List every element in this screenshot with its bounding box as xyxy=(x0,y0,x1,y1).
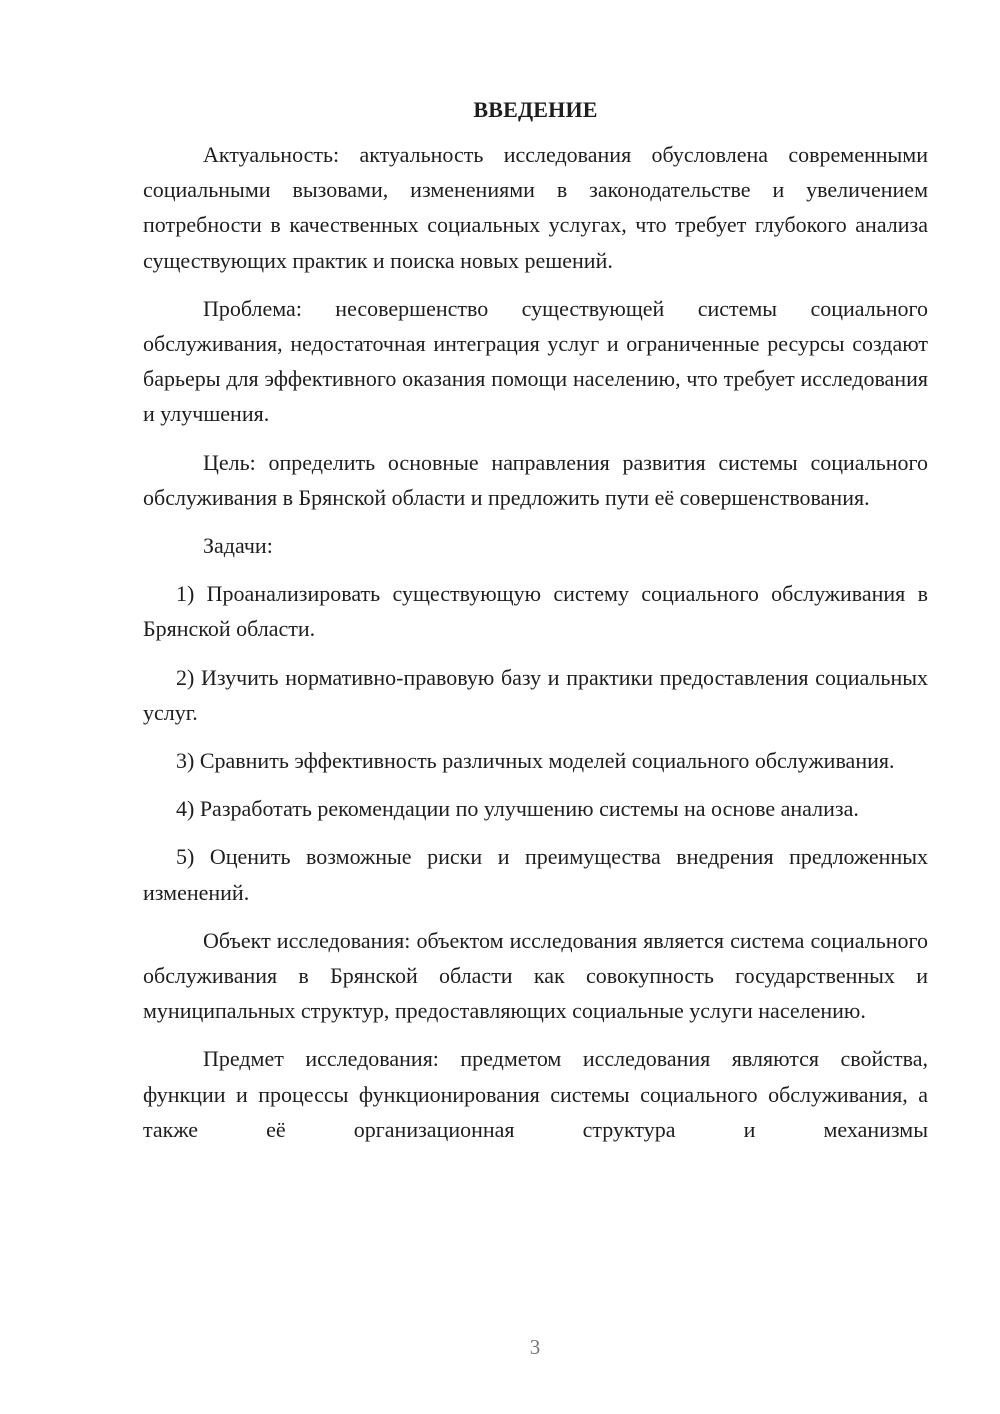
task-item-2: 2) Изучить нормативно-правовую базу и практики предоставления социальных услуг. xyxy=(143,664,928,725)
page-number: 3 xyxy=(529,1335,541,1359)
text-column xyxy=(143,90,928,1160)
tasks-heading: Задачи: xyxy=(203,533,273,559)
page-title: ВВЕДЕНИЕ xyxy=(473,97,598,122)
relevance-paragraph: Актуальность: актуальность исследования обусловлена современными социальными вызовами, изменениями в законодательстве и увеличением потребности в качественных социальных услугах, что требует глубокого анализа существующих практик и поиска новых решений. xyxy=(143,142,928,273)
task-item-4: 4) Разработать рекомендации по улучшению системы на основе анализа. xyxy=(176,796,859,822)
object-paragraph: Объект исследования: объектом исследования является система социального обслуживания в Брянской области как совокупность государственных и муниципальных структур, предоставляющих социальные услуги населению. xyxy=(143,927,928,1024)
task-item-3: 3) Сравнить эффективность различных моделей социального обслуживания. xyxy=(176,748,895,774)
task-item-1: 1) Проанализировать существующую систему социального обслуживания в Брянской области. xyxy=(143,581,928,642)
subject-paragraph: Предмет исследования: предметом исследования являются свойства, функции и процессы функционирования системы социального обслуживания, а также её организационная структура и механизмы xyxy=(143,1046,928,1142)
task-item-5: 5) Оценить возможные риски и преимущества внедрения предложенных изменений. xyxy=(143,844,928,905)
problem-paragraph: Проблема: несовершенство существующей системы социального обслуживания, недостаточная интеграция услуг и ограниченные ресурсы создают барьеры для эффективного оказания помощи населению, что требует исследования и улучшения. xyxy=(143,295,928,427)
goal-paragraph: Цель: определить основные направления развития системы социального обслуживания в Брянской области и предложить пути её совершенствования. xyxy=(143,449,928,510)
